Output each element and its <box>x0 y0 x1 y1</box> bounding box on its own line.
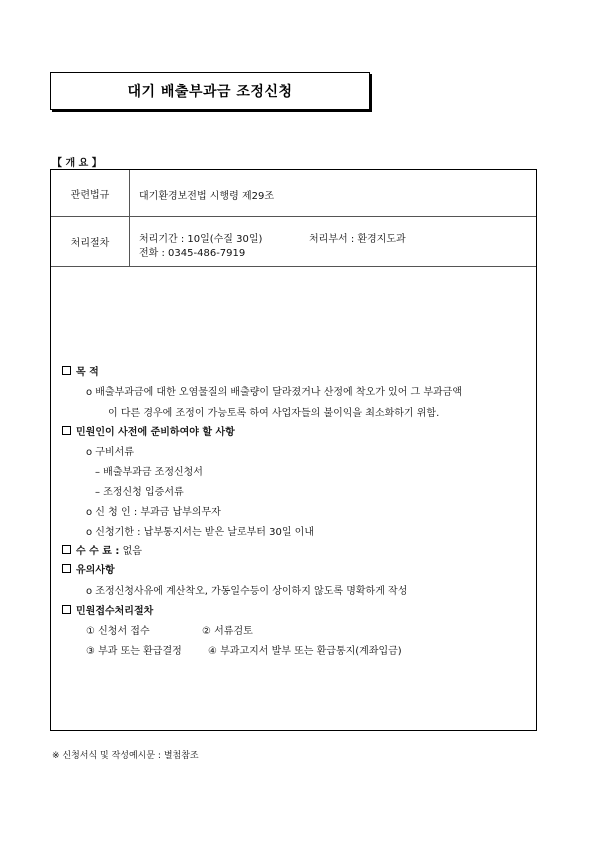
process-heading <box>62 602 153 617</box>
law-value: 대기환경보전법 시행령 제29조 <box>139 191 275 202</box>
notes-heading-text: 유의사항 <box>76 565 115 576</box>
applicant-info: o 신 청 인 : 부과금 납부의무자 <box>86 507 221 518</box>
process-step-1: ① 신청서 접수 <box>86 626 150 637</box>
page-title: 대기 배출부과금 조정신청 <box>50 72 370 110</box>
processing-department: 처리부서 : 환경지도과 <box>309 234 406 245</box>
checkbox-square-icon <box>62 426 71 435</box>
process-step-2: ② 서류검토 <box>202 626 253 637</box>
prep-heading <box>62 423 235 438</box>
fee-value: 없음 <box>122 546 142 557</box>
process-step-4: ④ 부과고지서 발부 또는 환급통지(계좌입금) <box>208 646 402 657</box>
process-heading-text: 민원접수처리절차 <box>76 606 154 617</box>
overview-label: 【 개 요 】 <box>52 158 102 169</box>
purpose-heading-text: 목 적 <box>76 367 99 378</box>
law-label: 관련법규 <box>51 170 130 216</box>
footer-note: ※ 신청서식 및 작성예시문 : 별첨참조 <box>52 751 199 761</box>
required-docs: o 구비서류 <box>86 447 134 458</box>
checkbox-square-icon <box>62 366 71 375</box>
fee-heading: 수 수 료 : <box>76 546 120 557</box>
purpose-line-2: 이 다른 경우에 조정이 가능토록 하여 사업자들의 불이익을 최소화하기 위함. <box>108 408 440 419</box>
checkbox-square-icon <box>62 605 71 614</box>
fee-line <box>62 542 142 557</box>
main-content-box <box>50 169 537 731</box>
prep-heading-text: 민원인이 사전에 준비하여야 할 사항 <box>76 427 235 438</box>
purpose-line-1: o 배출부과금에 대한 오염물질의 배출량이 달라졌거나 산정에 착오가 있어 그 부과금액 <box>86 387 463 398</box>
table-row-procedure <box>51 216 536 267</box>
notes-heading <box>62 561 115 576</box>
purpose-heading <box>62 363 99 378</box>
checkbox-square-icon <box>62 564 71 573</box>
processing-period: 처리기간 : 10일(수질 30일) <box>139 234 263 245</box>
required-doc-2: – 조정신청 입증서류 <box>95 487 184 498</box>
required-doc-1: – 배출부과금 조정신청서 <box>95 467 203 478</box>
phone-number: 전화 : 0345-486-7919 <box>139 248 246 259</box>
table-row-law <box>51 170 536 217</box>
notes-line-1: o 조정신청사유에 계산착오, 가동일수등이 상이하지 않도록 명확하게 작성 <box>86 586 408 597</box>
process-step-3: ③ 부과 또는 환급결정 <box>86 646 182 657</box>
procedure-label: 처리절차 <box>51 216 130 266</box>
deadline-info: o 신청기한 : 납부통지서는 받은 날로부터 30일 이내 <box>86 527 315 538</box>
checkbox-square-icon <box>62 545 71 554</box>
